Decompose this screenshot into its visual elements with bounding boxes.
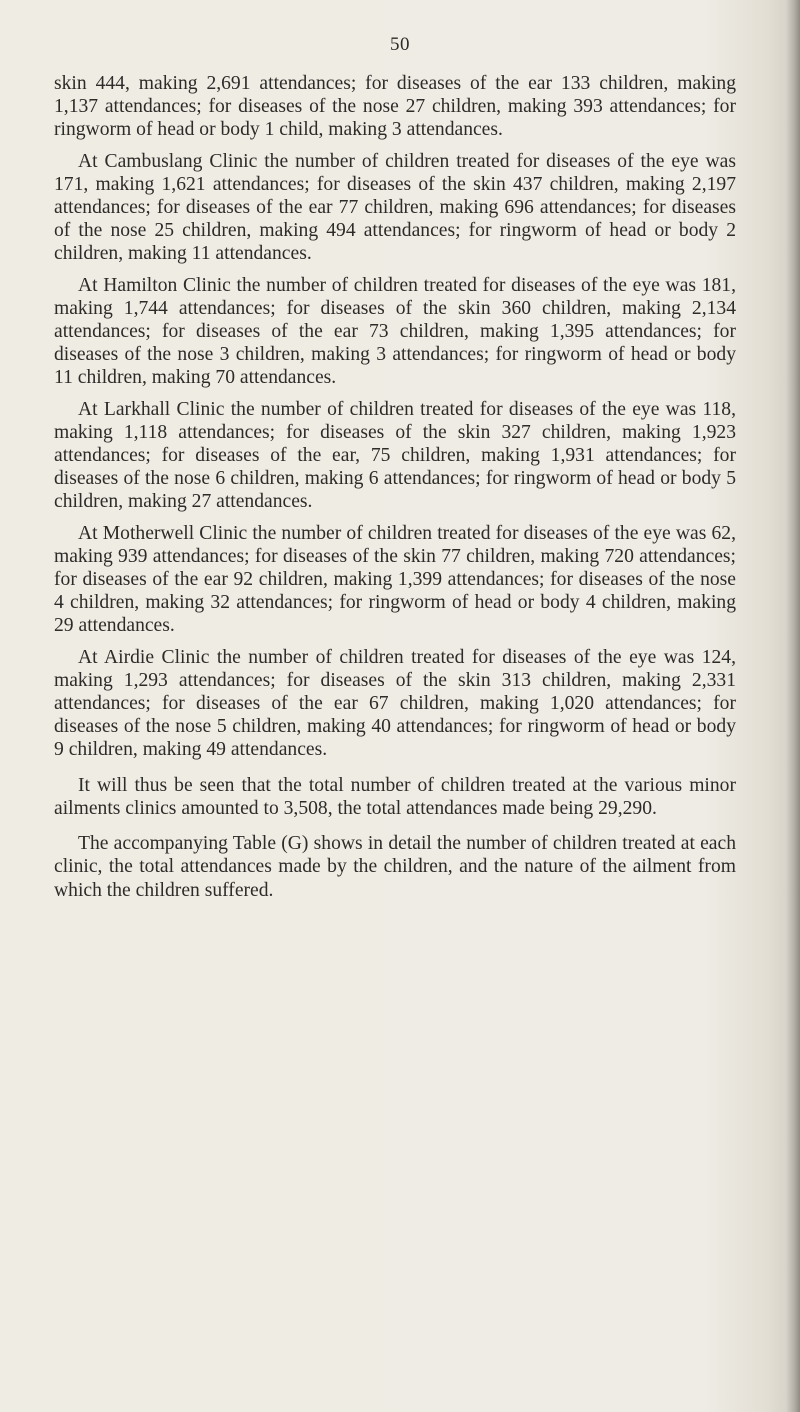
paragraph-totals: It will thus be seen that the total number of children treated at the various minor ailments clinics amounted to 3,508, the total attendances made being 29,290.	[54, 774, 736, 819]
body-text	[54, 72, 736, 910]
paragraph-hamilton-clinic: At Hamilton Clinic the number of children treated for diseases of the eye was 181, making 1,744 attendances; for diseases of the skin 360 children, making 2,134 attendances; for diseases of the ear 73 children, making 1,395 attendances; for diseases of the nose 3 children, making 3 attendances; for ringworm of head or body 11 children, making 70 attendances.	[54, 274, 736, 389]
page-edge-shadow	[786, 0, 800, 1412]
page-number: 50	[390, 34, 410, 55]
paragraph-larkhall-clinic: At Larkhall Clinic the number of children treated for diseases of the eye was 118, making 1,118 attendances; for diseases of the skin 327 children, making 1,923 attendances; for diseases of the ear, 75 children, making 1,931 attendances; for diseases of the nose 6 children, making 6 attendances; for ringworm of head or body 5 children, making 27 attendances.	[54, 398, 736, 513]
paragraph-motherwell-clinic: At Motherwell Clinic the number of children treated for diseases of the eye was 62, making 939 attendances; for diseases of the skin 77 children, making 720 attendances; for diseases of the ear 92 children, making 1,399 attendances; for diseases of the nose 4 children, making 32 attendances; for ringworm of head or body 4 children, making 29 attendances.	[54, 522, 736, 637]
paragraph-cambuslang-clinic: At Cambuslang Clinic the number of children treated for diseases of the eye was 171, making 1,621 attendances; for diseases of the skin 437 children, making 2,197 attendances; for diseases of the ear 77 children, making 696 attendances; for diseases of the nose 25 children, making 494 attendances; for ringworm of head or body 2 children, making 11 attendances.	[54, 150, 736, 265]
paragraph-airdie-clinic: At Airdie Clinic the number of children treated for diseases of the eye was 124, making 1,293 attendances; for diseases of the skin 313 children, making 2,331 attendances; for diseases of the ear 67 children, making 1,020 attendances; for diseases of the nose 5 children, making 40 attendances; for ringworm of head or body 9 children, making 49 attendances.	[54, 646, 736, 761]
paragraph-table-g-reference: The accompanying Table (G) shows in detail the number of children treated at each clinic, the total attendances made by the children, and the nature of the ailment from which the children suffered.	[54, 833, 736, 901]
paragraph-continuation: skin 444, making 2,691 attendances; for diseases of the ear 133 children, making 1,137 attendances; for diseases of the nose 27 children, making 393 attendances; for ringworm of head or body 1 child, making 3 attendances.	[54, 73, 736, 141]
